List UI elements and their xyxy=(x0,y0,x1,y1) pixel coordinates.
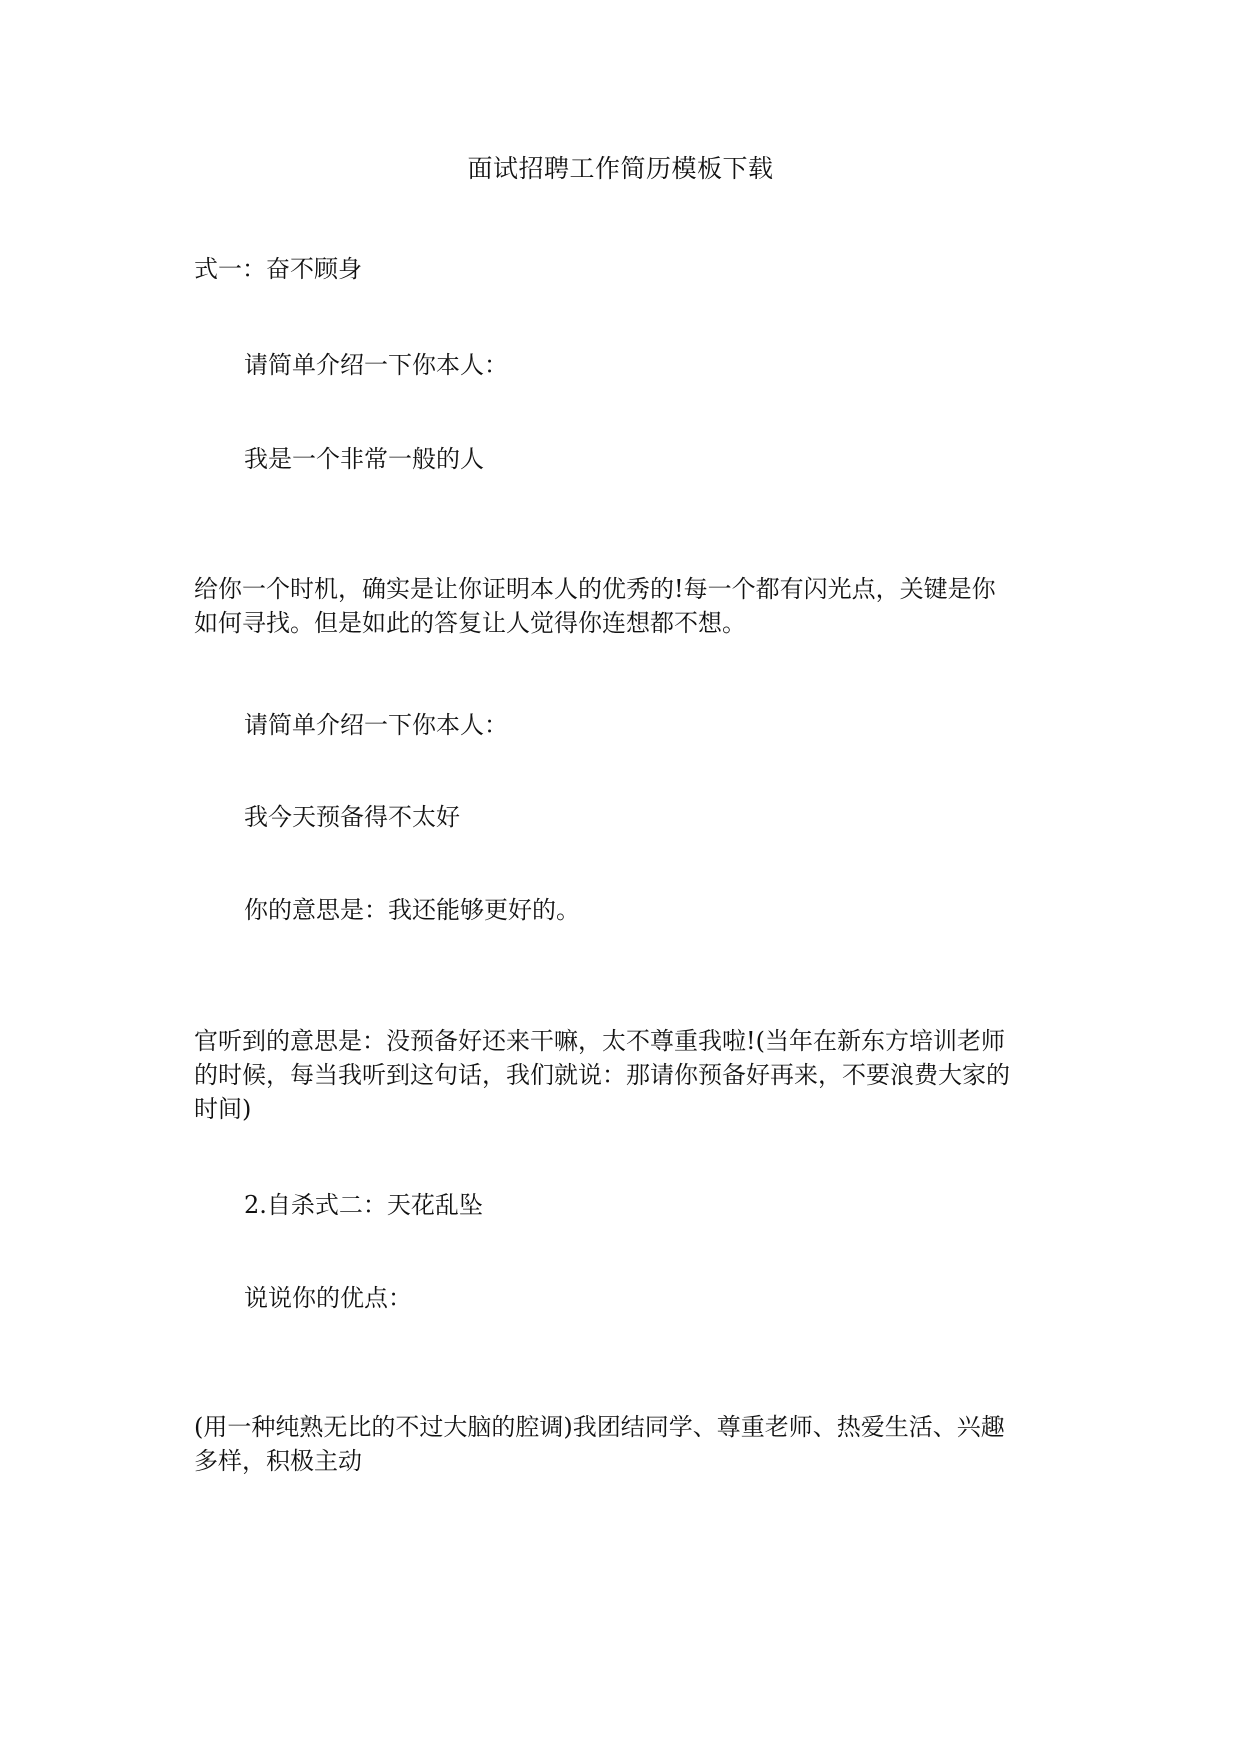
section-heading-1: 式一：奋不顾身 xyxy=(194,255,362,283)
interview-answer-paragraph: (用一种纯熟无比的不过大脑的腔调)我团结同学、尊重老师、热爱生活、兴趣 多样，积极主动 xyxy=(194,1413,1005,1475)
interview-question: 说说你的优点： xyxy=(244,1284,412,1312)
commentary-paragraph: 官听到的意思是：没预备好还来干嘛，太不尊重我啦!(当年在新东方培训老师 的时候，每当我听到这句话，我们就说：那请你预备好再来，不要浪费大家的 时间) xyxy=(194,1027,1010,1123)
interview-question: 请简单介绍一下你本人： xyxy=(244,711,508,739)
interview-answer: 我是一个非常一般的人 xyxy=(244,445,484,473)
commentary-paragraph: 给你一个时机，确实是让你证明本人的优秀的!每一个都有闪光点，关键是你 如何寻找。但是如此的答复让人觉得你连想都不想。 xyxy=(194,575,996,637)
interview-answer-meaning: 你的意思是：我还能够更好的。 xyxy=(244,896,580,924)
interview-question: 请简单介绍一下你本人： xyxy=(244,351,508,379)
document-title: 面试招聘工作简历模板下载 xyxy=(467,154,774,183)
section-heading-2: 2.自杀式二：天花乱坠 xyxy=(244,1191,483,1219)
interview-answer: 我今天预备得不太好 xyxy=(244,803,460,831)
